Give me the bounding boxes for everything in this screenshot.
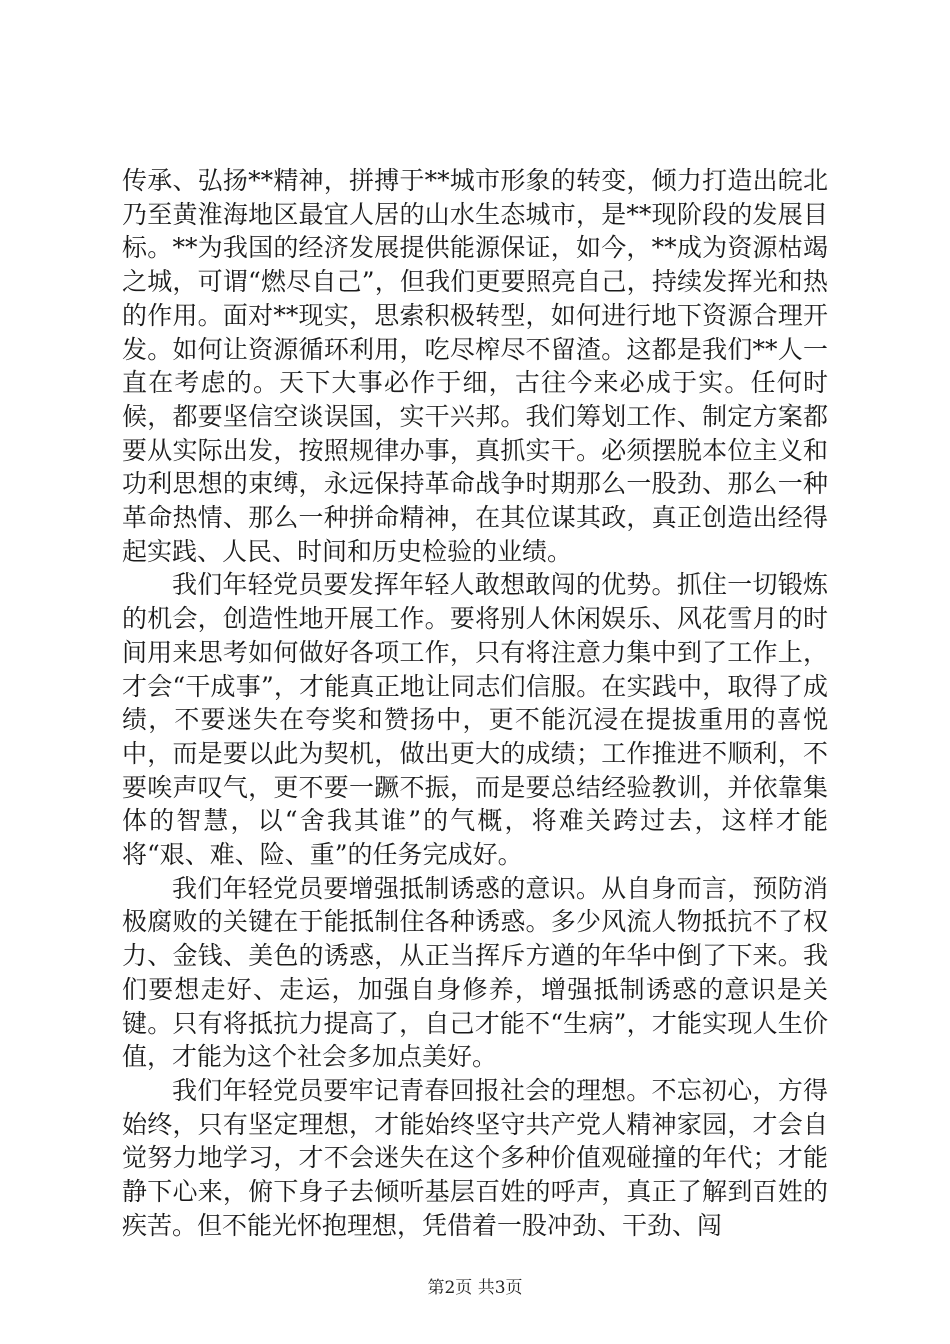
paragraph-1: 传承、弘扬**精神，拼搏于**城市形象的转变，倾力打造出皖北乃至黄淮海地区最宜人居的山水生态城市，是**现阶段的发展目标。**为我国的经济发展提供能源保证，如今，**成为资源枯竭之城，可谓“燃尽自己”，但我们更要照亮自己，持续发挥光和热的作用。面对**现实，思索积极转型，如何进行地下资源合理开发。如何让资源循环利用，吃尽榨尽不留渣。这都是我们**人一直在考虑的。天下大事必作于细，古往今来必成于实。任何时候，都要坚信空谈误国，实干兴邦。我们筹划工作、制定方案都要从实际出发，按照规律办事，真抓实干。必须摆脱本位主义和功利思想的束缚，永远保持革命战争时期那么一股劲、那么一种革命热情、那么一种拼命精神，在其位谋其政，真正创造出经得起实践、人民、时间和历史检验的业绩。 xyxy=(122,166,828,566)
document-body xyxy=(122,164,828,1243)
paragraph-2: 我们年轻党员要发挥年轻人敢想敢闯的优势。抓住一切锻炼的机会，创造性地开展工作。要将别人休闲娱乐、风花雪月的时间用来思考如何做好各项工作，只有将注意力集中到了工作上，才会“干成事”，才能真正地让同志们信服。在实践中，取得了成绩，不要迷失在夸奖和赞扬中，更不能沉浸在提拔重用的喜悦中，而是要以此为契机，做出更大的成绩；工作推进不顺利，不要唉声叹气，更不要一蹶不振，而是要总结经验教训，并依靠集体的智慧，以“舍我其谁”的气概，将难关跨过去，这样才能将“艰、难、险、重”的任务完成好。 xyxy=(122,570,828,870)
paragraph-3: 我们年轻党员要增强抵制诱惑的意识。从自身而言，预防消极腐败的关键在于能抵制住各种诱惑。多少风流人物抵抗不了权力、金钱、美色的诱惑，从正当挥斥方遒的年华中倒了下来。我们要想走好、走运，加强自身修养，增强抵制诱惑的意识是关键。只有将抵抗力提高了，自己才能不“生病”，才能实现人生价值，才能为这个社会多加点美好。 xyxy=(122,873,828,1072)
paragraph-4: 我们年轻党员要牢记青春回报社会的理想。不忘初心，方得始终，只有坚定理想，才能始终坚守共产党人精神家园，才会自觉努力地学习，才不会迷失在这个多种价值观碰撞的年代；才能静下心来，俯下身子去倾听基层百姓的呼声，真正了解到百姓的疾苦。但不能光怀抱理想，凭借着一股冲劲、干劲、闯 xyxy=(122,1075,828,1240)
page-number-footer: 第2页 共3页 xyxy=(427,1278,523,1298)
